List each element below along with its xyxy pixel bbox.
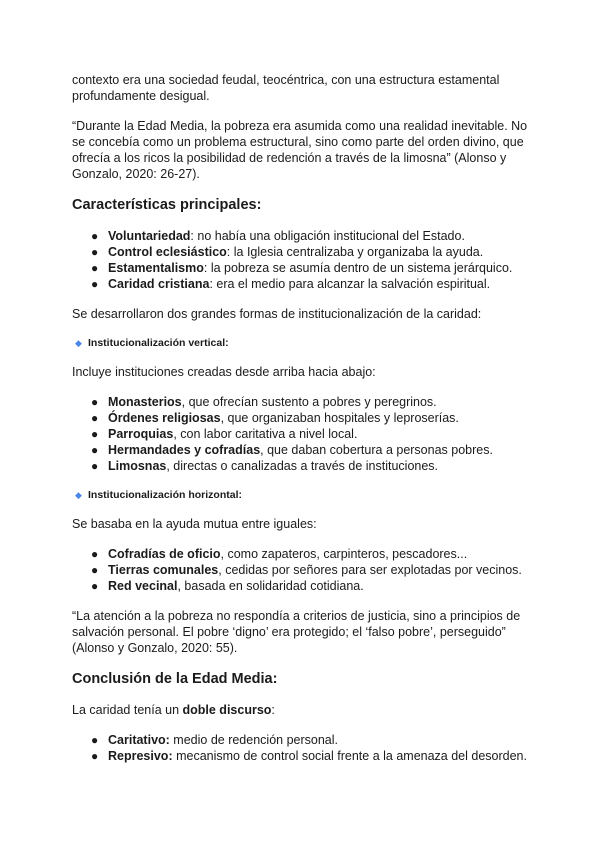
- list-item: ● Represivo: mecanismo de control social frente a la amenaza del desorden.: [91, 749, 527, 763]
- bullet-icon: ●: [91, 245, 99, 259]
- caracteristicas-list: [72, 228, 532, 292]
- bullet-icon: ●: [91, 733, 99, 747]
- list-item: ● Control eclesiástico: la Iglesia centralizaba y organizaba la ayuda.: [91, 245, 484, 259]
- bullet-icon: ●: [91, 459, 99, 473]
- list-item: ● Red vecinal, basada en solidaridad cotidiana.: [91, 579, 364, 593]
- vertical-intro: Incluye instituciones creadas desde arriba hacia abajo:: [72, 365, 376, 379]
- bullet-icon: ●: [91, 579, 99, 593]
- bullet-icon: ●: [91, 229, 99, 243]
- list-item: ● Estamentalismo: la pobreza se asumía dentro de un sistema jerárquico.: [91, 261, 513, 275]
- heading-conclusion: Conclusión de la Edad Media:: [72, 671, 278, 687]
- conclusion-intro: La caridad tenía un doble discurso:: [72, 703, 275, 717]
- list-item: ● Tierras comunales, cedidas por señores para ser explotadas por vecinos.: [91, 563, 522, 577]
- subheading-vertical: ◆ Institucionalización vertical:: [75, 337, 229, 349]
- list-item: ● Hermandades y cofradías, que daban cobertura a personas pobres.: [91, 443, 493, 457]
- subheading-horizontal: ◆ Institucionalización horizontal:: [75, 489, 243, 501]
- list-item: ● Caridad cristiana: era el medio para alcanzar la salvación espiritual.: [91, 277, 491, 291]
- list-item: ● Limosnas, directas o canalizadas a través de instituciones.: [91, 459, 439, 473]
- intro-paragraph: contexto era una sociedad feudal, teocéntrica, con una estructura estamental profundamente desigual.: [72, 73, 500, 103]
- quote-paragraph-1: “Durante la Edad Media, la pobreza era asumida como una realidad inevitable. No se concebía como un problema estructural, sino como parte del orden divino, que ofrecía a los ricos la posibilidad de redención a través de la limosna” (Alonso y Gonzalo, 2020: 26-27).: [72, 119, 528, 181]
- document-page: [72, 72, 532, 778]
- list-item: ● Cofradías de oficio, como zapateros, carpinteros, pescadores...: [91, 547, 468, 561]
- bullet-icon: ●: [91, 749, 99, 763]
- bullet-icon: ●: [91, 395, 99, 409]
- institucionalizacion-intro: Se desarrollaron dos grandes formas de institucionalización de la caridad:: [72, 307, 482, 321]
- bullet-icon: ●: [91, 443, 99, 457]
- conclusion-list: [72, 732, 532, 764]
- heading-caracteristicas: Características principales:: [72, 197, 262, 213]
- bullet-icon: ●: [91, 563, 99, 577]
- list-item: ● Caritativo: medio de redención personal.: [91, 733, 338, 747]
- horizontal-intro: Se basaba en la ayuda mutua entre iguales:: [72, 517, 317, 531]
- bullet-icon: ●: [91, 277, 99, 291]
- horizontal-list: [72, 546, 532, 594]
- diamond-icon: ◆: [75, 490, 82, 500]
- list-item: ● Voluntariedad: no había una obligación institucional del Estado.: [91, 229, 465, 243]
- bullet-icon: ●: [91, 261, 99, 275]
- vertical-list: [72, 394, 532, 474]
- list-item: ● Monasterios, que ofrecían sustento a pobres y peregrinos.: [91, 395, 437, 409]
- bullet-icon: ●: [91, 547, 99, 561]
- bullet-icon: ●: [91, 427, 99, 441]
- diamond-icon: ◆: [75, 338, 82, 348]
- quote-paragraph-2: “La atención a la pobreza no respondía a criterios de justicia, sino a principios de salvación personal. El pobre ‘digno’ era protegido; el ‘falso pobre’, perseguido” (Alonso y Gonzalo, 2020: 55).: [72, 609, 521, 655]
- list-item: ● Parroquias, con labor caritativa a nivel local.: [91, 427, 358, 441]
- list-item: ● Órdenes religiosas, que organizaban hospitales y leproserías.: [91, 411, 459, 425]
- bullet-icon: ●: [91, 411, 99, 425]
